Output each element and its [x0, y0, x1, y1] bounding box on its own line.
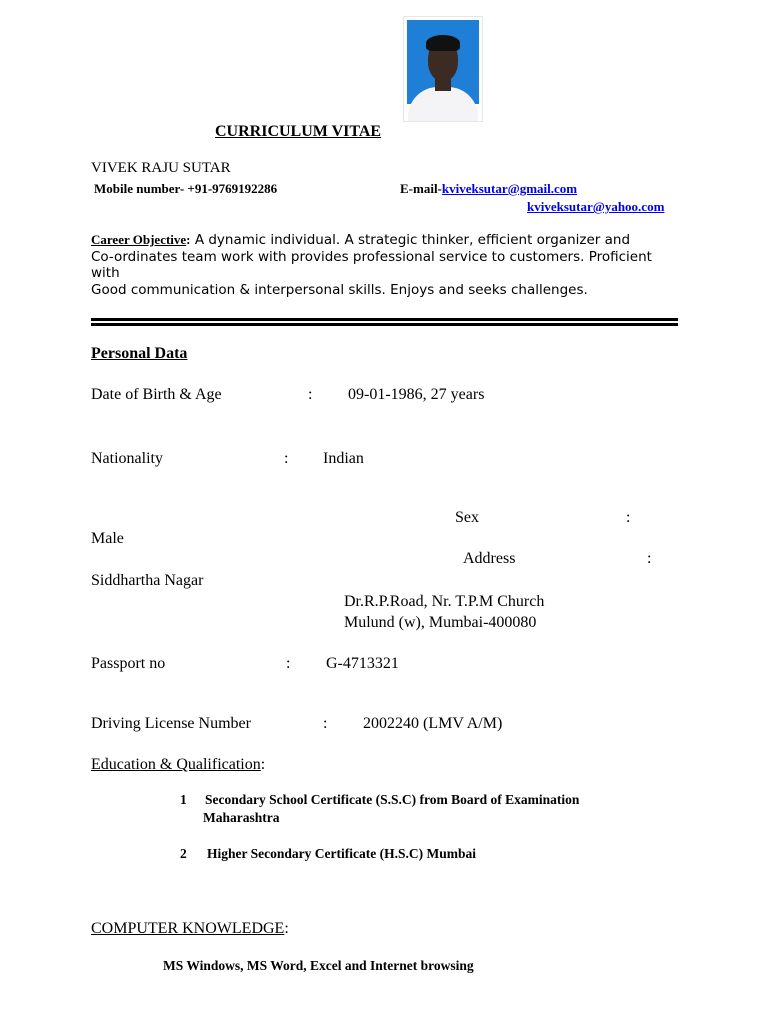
photo-hair: [426, 35, 460, 51]
passport-label: Passport no: [91, 655, 166, 672]
computer-heading-text: COMPUTER KNOWLEDGE: [91, 920, 285, 937]
personal-data-heading: Personal Data: [91, 345, 188, 362]
mobile-line: [94, 181, 277, 197]
career-line-2: Co-ordinates team work with provides professional service to customers. Proficient: [91, 248, 652, 265]
dob-separator: :: [308, 386, 313, 403]
education-item-1-num: 1: [180, 792, 187, 807]
nationality-separator: :: [284, 450, 289, 467]
career-colon: :: [186, 232, 191, 247]
career-objective: [91, 232, 652, 298]
dob-value: 09-01-1986, 27 years: [348, 386, 485, 403]
computer-heading-colon: :: [284, 920, 289, 937]
address-line-2: Dr.R.P.Road, Nr. T.P.M Church: [344, 593, 545, 610]
nationality-value: Indian: [323, 450, 364, 467]
passport-value: G-4713321: [326, 655, 399, 672]
address-line-3: Mulund (w), Mumbai-400080: [344, 614, 537, 631]
education-item-2-num: 2: [180, 846, 187, 861]
career-line-3: with: [91, 265, 120, 282]
career-line-4: Good communication & interpersonal skills. Enjoys and seeks challenges.: [91, 281, 588, 298]
address-line-1: Siddhartha Nagar: [91, 572, 204, 589]
education-heading: [91, 756, 265, 774]
nationality-label: Nationality: [91, 450, 163, 467]
sex-value: Male: [91, 530, 124, 547]
license-label: Driving License Number: [91, 715, 251, 732]
email-label: E-mail-: [400, 181, 442, 196]
divider-top: [91, 318, 678, 321]
career-text-1: A dynamic individual. A strategic thinker, efficient organizer and: [194, 232, 631, 248]
profile-photo: [403, 16, 483, 122]
license-value: 2002240 (LMV A/M): [363, 715, 503, 732]
passport-separator: :: [286, 655, 291, 672]
document-title: CURRICULUM VITAE: [215, 123, 382, 140]
career-label: Career Objective: [91, 232, 187, 247]
education-heading-colon: :: [260, 756, 266, 773]
dob-label: Date of Birth & Age: [91, 386, 222, 403]
sex-separator: :: [626, 509, 631, 526]
computer-heading: [91, 920, 289, 938]
computer-skills: MS Windows, MS Word, Excel and Internet browsing: [163, 958, 474, 973]
email-line-2: [527, 199, 664, 215]
candidate-name: VIVEK RAJU SUTAR: [91, 160, 231, 176]
address-separator: :: [647, 550, 652, 567]
email-link-yahoo[interactable]: kviveksutar@yahoo.com: [527, 199, 665, 214]
education-heading-text: Education & Qualification: [91, 756, 261, 773]
education-item-2-line-1: Higher Secondary Certificate (H.S.C) Mumbai: [207, 846, 476, 861]
address-label: Address: [463, 550, 516, 567]
mobile-value: +91-9769192286: [187, 181, 278, 196]
email-line: [400, 181, 577, 197]
mobile-label: Mobile number-: [94, 181, 185, 196]
license-separator: :: [323, 715, 328, 732]
career-line-1: [91, 232, 652, 249]
divider-bottom: [91, 323, 678, 326]
education-item-1-line-2: Maharashtra: [203, 810, 280, 825]
sex-label: Sex: [455, 509, 479, 526]
education-item-1-line-1: Secondary School Certificate (S.S.C) from Board of Examination: [205, 792, 580, 807]
email-link-gmail[interactable]: kviveksutar@gmail.com: [441, 181, 578, 196]
